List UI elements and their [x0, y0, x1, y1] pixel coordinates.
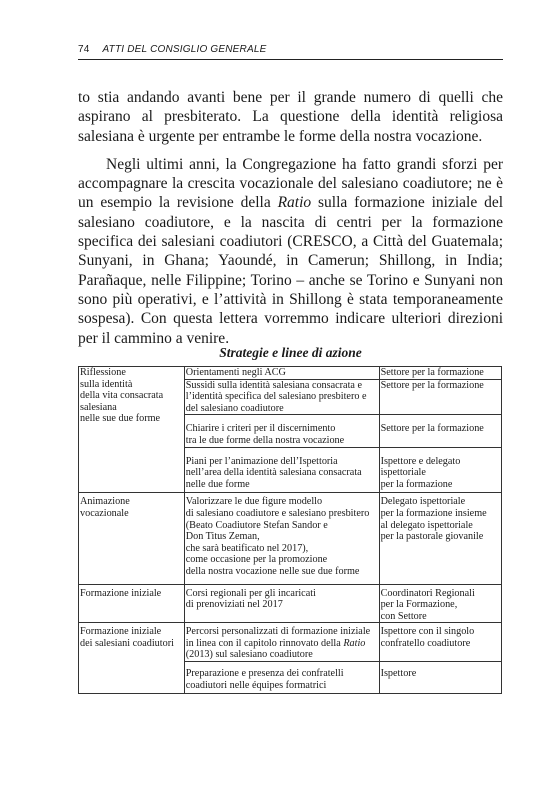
action-cell: Valorizzare le due figure modello di salesiano coadiutore e salesiano presbitero (Beato Coadiutore Stefan Sandor e Don Titus Zeman, che sarà beatificato nel 2017), come occasione per la promozione della nostra vocazione nelle sue due forme	[184, 493, 379, 584]
action-text-part-2: (2013) sul salesiano coadiutore	[185, 649, 313, 661]
responsible-cell: Settore per la formazione	[379, 379, 501, 415]
action-text-part-1: Percorsi personalizzati di formazione iniziale in linea con il capitolo rinnovato della	[185, 626, 371, 649]
action-text-italic: Ratio	[343, 637, 366, 649]
paragraph-1: to stia andando avanti bene per il grande numero di quelli che aspirano al presbiterato. La questione della identità religiosa salesiana è urgente per entrambe le forme della nostra vocazione.	[78, 89, 503, 145]
action-cell: Corsi regionali per gli incaricati di prenoviziati nel 2017	[184, 584, 379, 623]
paragraph-2-italic: Ratio	[277, 194, 312, 212]
area-cell: Animazione vocazionale	[79, 493, 185, 584]
paragraph-2	[78, 155, 503, 348]
table-row	[79, 367, 502, 380]
action-cell: Piani per l’animazione dell’Ispettoria nell’area della identità salesiana consacrata nelle due forme	[184, 447, 379, 493]
action-cell: Preparazione e presenza dei confratelli coadiutori nelle équipes formatrici	[184, 662, 379, 694]
paragraph-2-part-1: Negli ultimi anni, la Congregazione ha fatto grandi sforzi per accompagnare la crescita vocazionale del salesiano coadiutore; ne è un esempio la revisione della	[78, 155, 503, 212]
area-cell: Formazione iniziale dei salesiani coadiutori	[79, 623, 185, 694]
action-cell	[184, 623, 379, 662]
table-row	[79, 584, 502, 623]
action-cell: Sussidi sulla identità salesiana consacrata e l’identità specifica del salesiano presbitero e del salesiano coadiutore	[184, 379, 379, 415]
responsible-cell: Ispettore con il singolo confratello coadiutore	[379, 623, 501, 662]
responsible-cell: Settore per la formazione	[379, 415, 501, 447]
header-rule	[78, 59, 503, 60]
responsible-cell: Ispettore	[379, 662, 501, 694]
paragraph-2-part-2: sulla formazione iniziale del salesiano coadiutore, e la nascita di centri per la formazione specifica dei salesiani coadiutori (CRESCO, a Città del Guatemala; Sunyani, in Ghana; Yaoundé, in Camerun; Shillong, in India; Parañaque, nelle Filippine; Torino – anche se Torino e Sunyani non sono più operativi, e l’attività in Shillong è stata temporaneamente sospesa). Con questa lettera vorremmo indicare ulteriori direzioni per il cammino a venire.	[78, 194, 504, 347]
area-cell: Formazione iniziale	[79, 584, 185, 623]
action-cell: Orientamenti negli ACG	[184, 367, 379, 380]
responsible-cell: Settore per la formazione	[379, 367, 501, 380]
responsible-cell: Coordinatori Regionali per la Formazione, con Settore	[379, 584, 501, 623]
strategy-table	[78, 366, 502, 694]
body-text	[78, 88, 503, 348]
action-cell: Chiarire i criteri per il discernimento tra le due forme della nostra vocazione	[184, 415, 379, 447]
running-header	[78, 44, 502, 55]
table-title: Strategie e linee di azione	[219, 345, 362, 360]
table-row	[79, 493, 502, 584]
table-row	[79, 623, 502, 662]
page-number: 74	[78, 44, 90, 55]
responsible-cell: Ispettore e delegato ispettoriale per la formazione	[379, 447, 501, 493]
responsible-cell: Delegato ispettoriale per la formazione insieme al delegato ispettoriale per la pastorale giovanile	[379, 493, 501, 584]
running-title: ATTI DEL CONSIGLIO GENERALE	[102, 44, 267, 55]
area-cell: Riflessione sulla identità della vita consacrata salesiana nelle sue due forme	[79, 367, 185, 493]
